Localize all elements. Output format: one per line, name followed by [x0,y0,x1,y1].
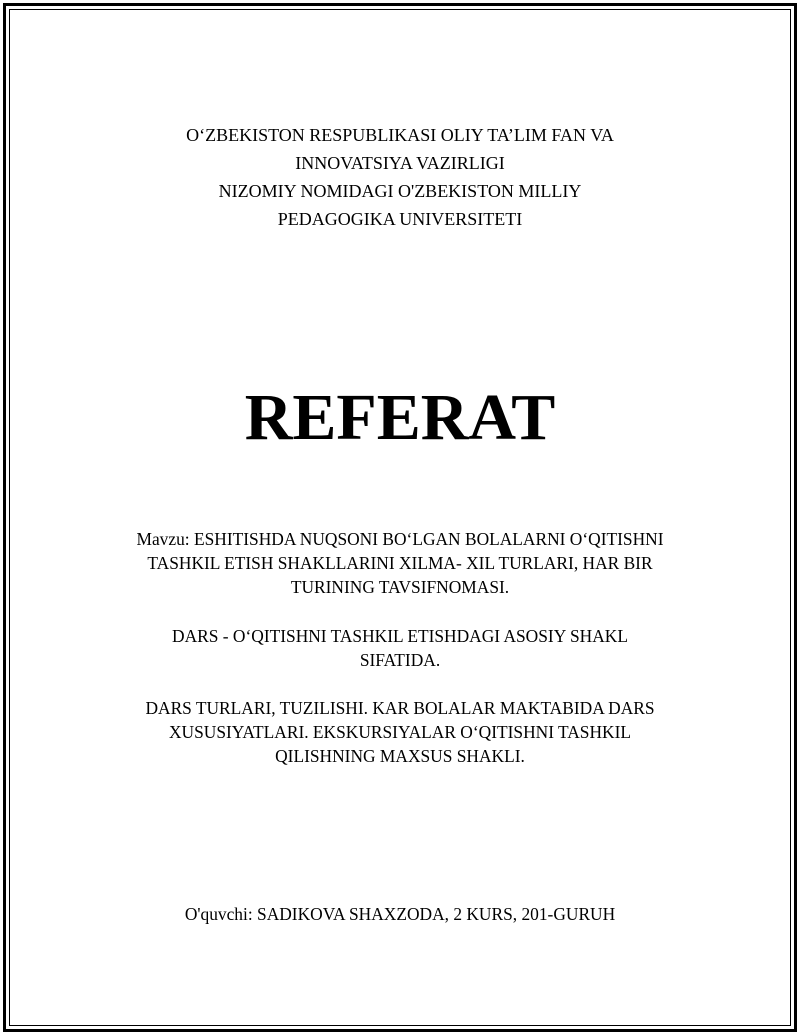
topic-line: XUSUSIYATLARI. EKSKURSIYALAR O‘QITISHNI TASHKIL [168,722,632,742]
topic-line: SIFATIDA. [359,650,441,670]
header-line: INNOVATSIYA VAZIRLIGI [295,153,505,173]
topic-line: DARS TURLARI, TUZILISHI. KAR BOLALAR MAKTABIDA DARS [145,698,655,718]
header-line: PEDAGOGIKA UNIVERSITETI [277,209,523,229]
topic-paragraph [110,527,690,599]
header-line: NIZOMIY NOMIDAGI O'ZBEKISTON MILLIY [218,181,582,201]
header-line: O‘ZBEKISTON RESPUBLIKASI OLIY TA’LIM FAN VA [186,125,614,145]
topic-line: TASHKIL ETISH SHAKLLARINI XILMA- XIL TURLARI, HAR BIR [147,553,653,573]
topic-line: Mavzu: ESHITISHDA NUQSONI BO‘LGAN BOLALARNI O‘QITISHNI [136,529,664,549]
topic-line: TURINING TAVSIFNOMASI. [290,577,510,597]
student-info: O'quvchi: SADIKOVA SHAXZODA, 2 KURS, 201-GURUH [184,904,616,924]
document-title: REFERAT [244,381,556,454]
topic-line: DARS - O‘QITISHNI TASHKIL ETISHDAGI ASOSIY SHAKL [172,626,628,646]
topic-line: QILISHNING MAXSUS SHAKLI. [275,746,525,766]
topic-paragraph [110,696,690,768]
institution-header [0,121,800,233]
topic-paragraph [110,624,690,672]
